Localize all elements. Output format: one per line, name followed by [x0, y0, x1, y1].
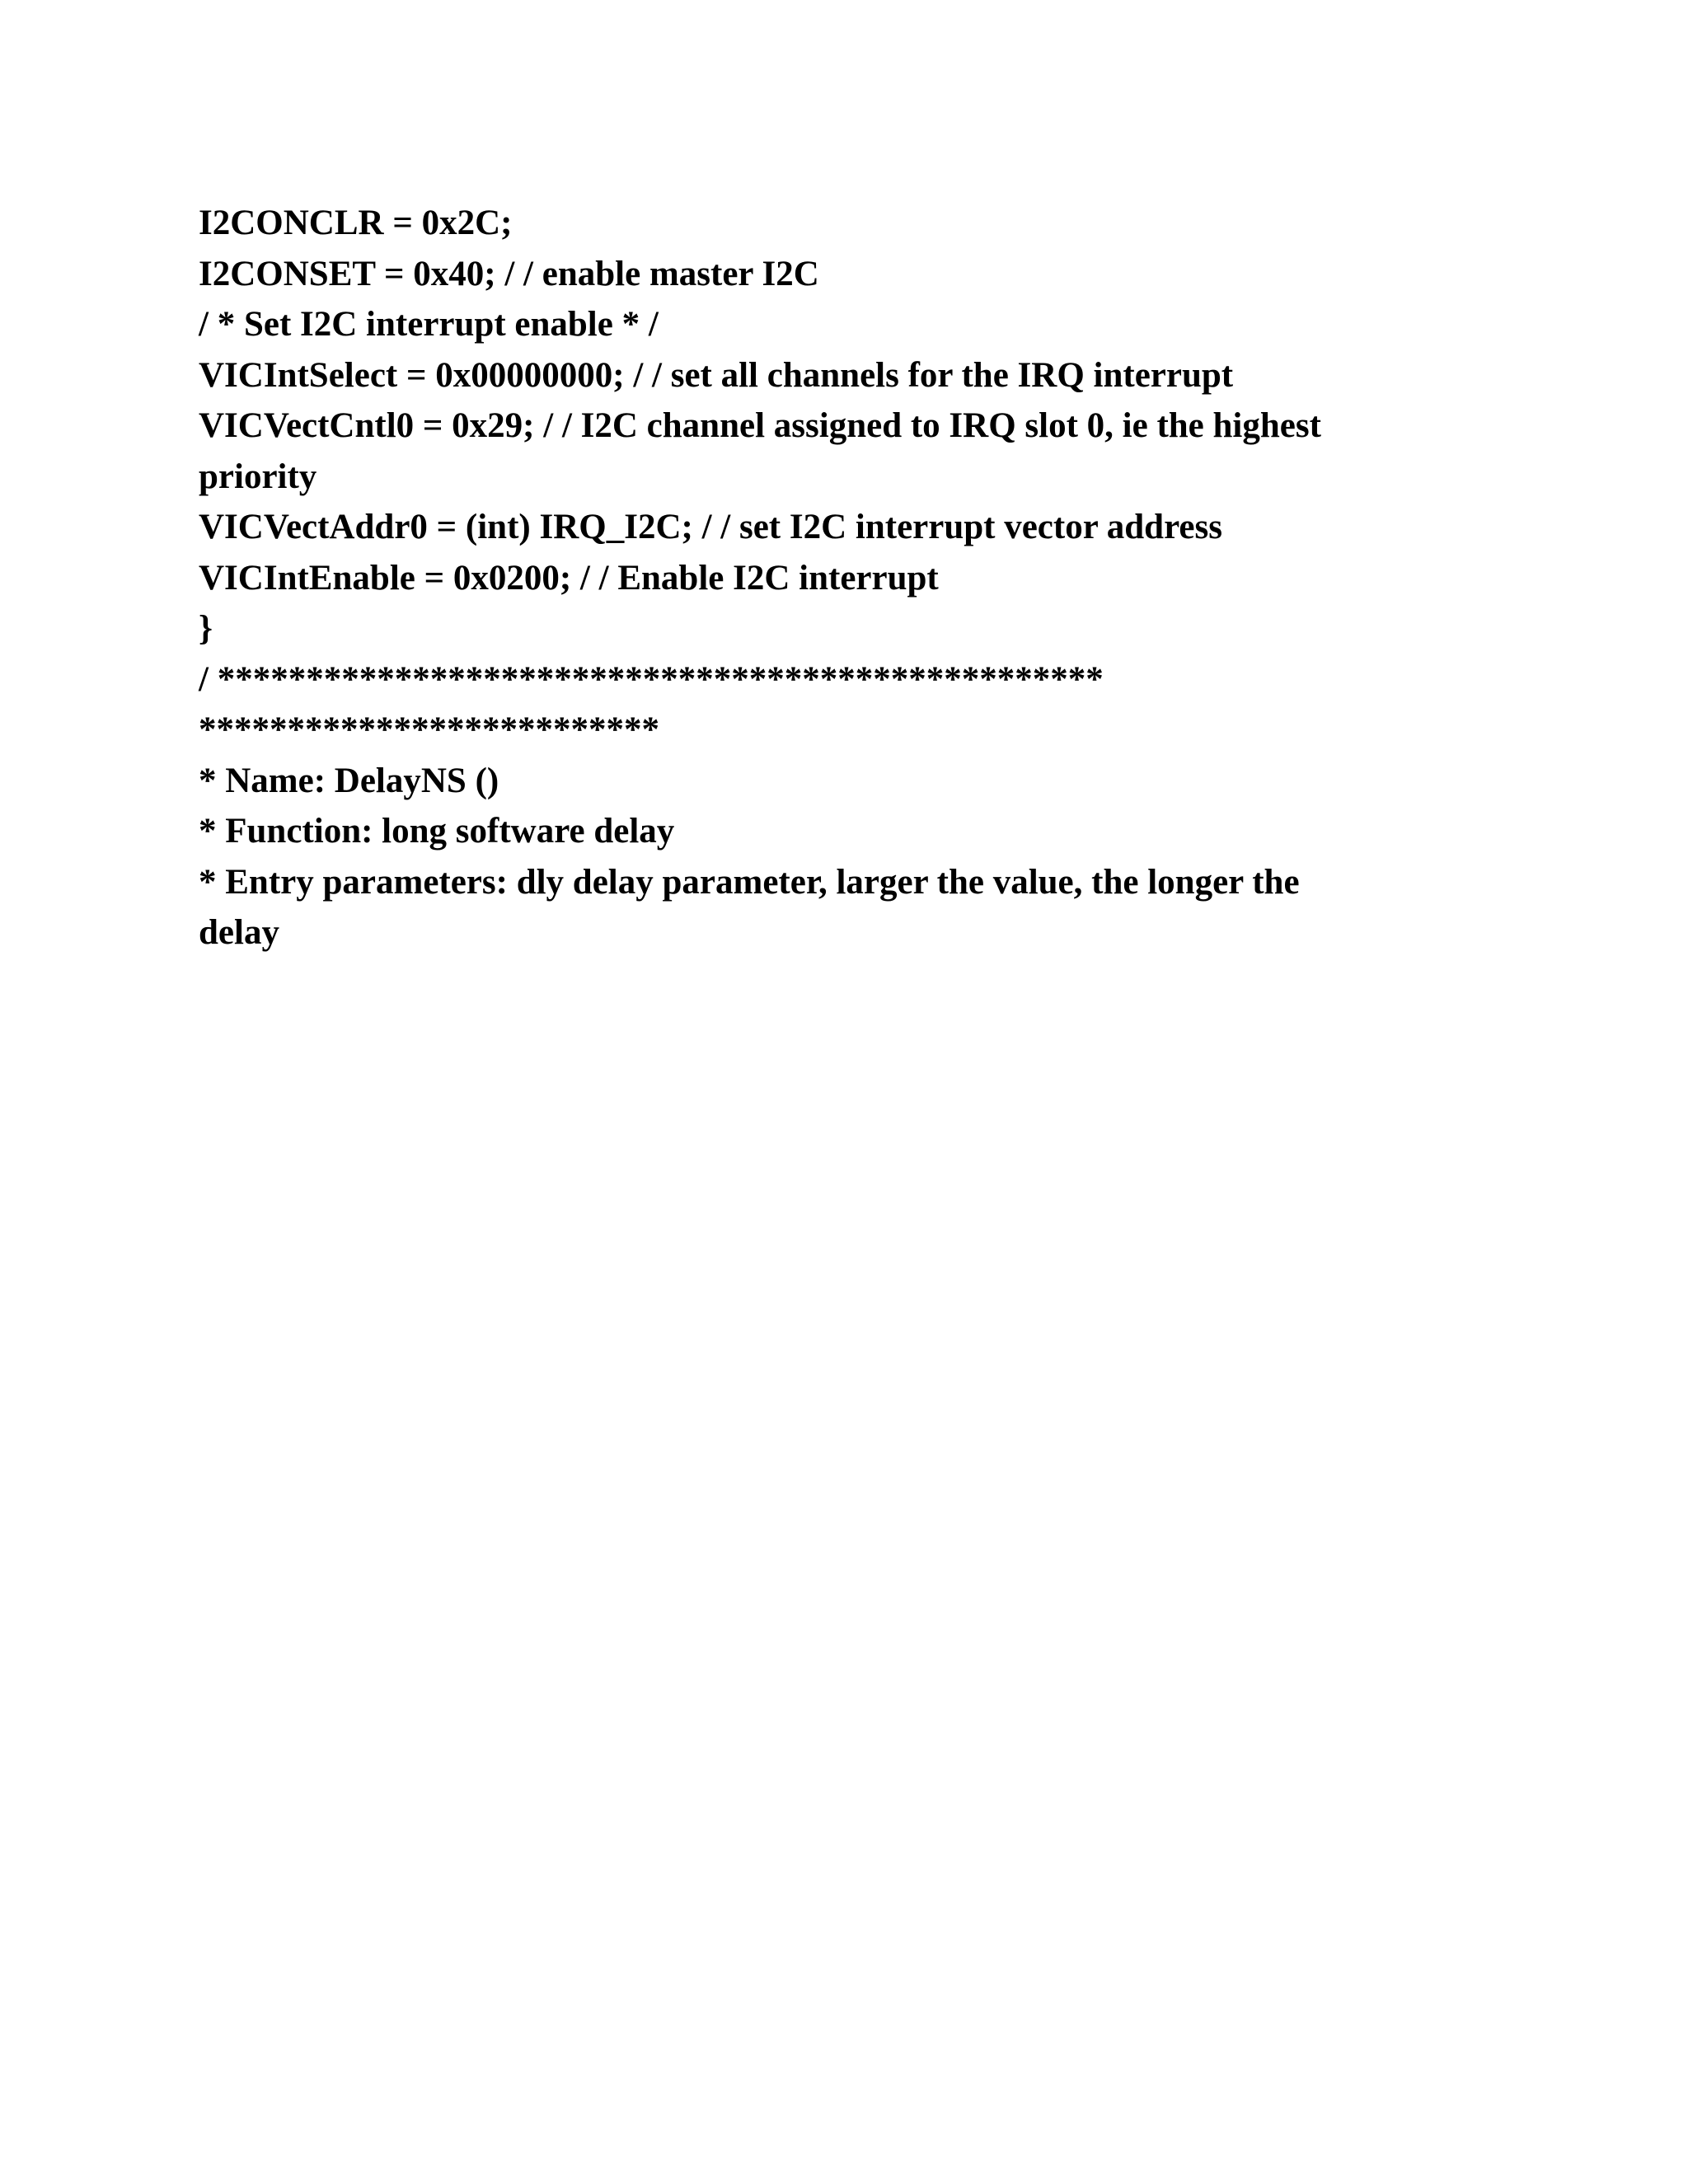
code-comment-function: * Function: long software delay: [199, 812, 675, 851]
code-line-vicvectcntl0-continued: priority: [199, 457, 317, 496]
code-line-vicintselect: VICIntSelect = 0x00000000; / / set all channels for the IRQ interrupt: [199, 355, 1234, 395]
code-line-vicvectcntl0: VICVectCntl0 = 0x29; / / I2C channel assigned to IRQ slot 0, ie the highest: [199, 406, 1321, 445]
code-comment-entry-parameters: * Entry parameters: dly delay parameter, larger the value, the longer the: [199, 862, 1300, 902]
code-line-i2conclr: I2CONCLR = 0x2C;: [199, 204, 513, 242]
code-comment-name: * Name: DelayNS (): [199, 761, 499, 800]
code-comment-interrupt-enable: / * Set I2C interrupt enable * /: [199, 305, 659, 344]
code-comment-separator-continued: **************************: [199, 710, 659, 749]
document-text-body: [199, 198, 1484, 958]
code-line-vicintenable: VICIntEnable = 0x0200; / / Enable I2C interrupt: [199, 558, 939, 598]
code-comment-separator-top: / **************************************************: [199, 659, 1104, 699]
code-line-i2conset: I2CONSET = 0x40; / / enable master I2C: [199, 254, 819, 293]
code-line-vicvectaddr0: VICVectAddr0 = (int) IRQ_I2C; / / set I2C interrupt vector address: [199, 508, 1222, 546]
code-closing-brace: }: [199, 609, 213, 648]
code-comment-entry-parameters-continued: delay: [199, 913, 279, 952]
